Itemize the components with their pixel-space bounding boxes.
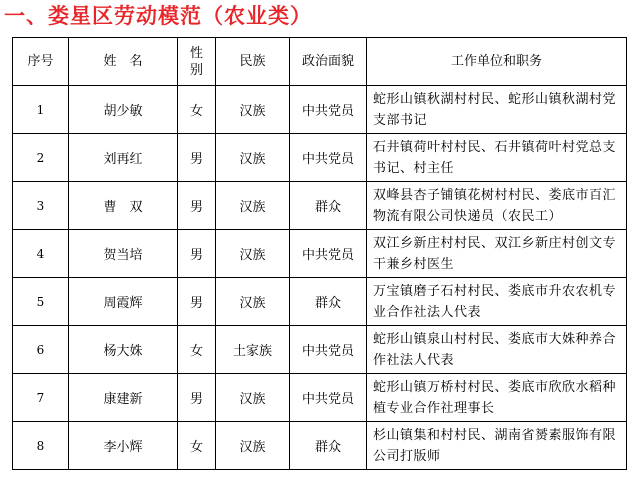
header-name: 姓 名	[69, 38, 178, 86]
table-row	[13, 230, 627, 278]
cell-index: 6	[13, 326, 69, 374]
cell-gender: 男	[178, 278, 216, 326]
cell-index: 2	[13, 134, 69, 182]
cell-index: 3	[13, 182, 69, 230]
cell-job: 蛇形山镇秋湖村村民、蛇形山镇秋湖村党支部书记	[367, 86, 627, 134]
cell-job: 杉山镇集和村村民、湖南省赟素服饰有限公司打版师	[367, 422, 627, 470]
table-row	[13, 422, 627, 470]
cell-ethnicity: 汉族	[216, 278, 290, 326]
cell-gender: 男	[178, 230, 216, 278]
cell-gender: 女	[178, 86, 216, 134]
table-row	[13, 86, 627, 134]
cell-ethnicity: 汉族	[216, 374, 290, 422]
header-index: 序号	[13, 38, 69, 86]
cell-ethnicity: 土家族	[216, 326, 290, 374]
cell-politics: 中共党员	[290, 374, 367, 422]
header-ethnicity: 民族	[216, 38, 290, 86]
table-row	[13, 134, 627, 182]
cell-gender: 女	[178, 326, 216, 374]
cell-index: 5	[13, 278, 69, 326]
cell-politics: 中共党员	[290, 326, 367, 374]
cell-ethnicity: 汉族	[216, 134, 290, 182]
cell-name: 曹 双	[69, 182, 178, 230]
table-row	[13, 326, 627, 374]
model-workers-table	[12, 37, 627, 470]
header-gender	[178, 38, 216, 86]
cell-ethnicity: 汉族	[216, 86, 290, 134]
cell-politics: 中共党员	[290, 134, 367, 182]
cell-name: 李小辉	[69, 422, 178, 470]
cell-gender: 女	[178, 422, 216, 470]
cell-job: 双峰县杏子铺镇花树村村民、娄底市百汇物流有限公司快递员（农民工）	[367, 182, 627, 230]
cell-name: 康建新	[69, 374, 178, 422]
cell-ethnicity: 汉族	[216, 182, 290, 230]
cell-politics: 中共党员	[290, 230, 367, 278]
cell-politics: 群众	[290, 422, 367, 470]
cell-job: 双江乡新庄村村民、双江乡新庄村创文专干兼乡村医生	[367, 230, 627, 278]
cell-name: 周霞辉	[69, 278, 178, 326]
table-row	[13, 182, 627, 230]
cell-name: 贺当培	[69, 230, 178, 278]
cell-gender: 男	[178, 182, 216, 230]
header-gender-text: 性别	[189, 45, 203, 78]
cell-job: 蛇形山镇泉山村村民、娄底市大姝种养合作社法人代表	[367, 326, 627, 374]
cell-index: 7	[13, 374, 69, 422]
cell-job: 蛇形山镇万桥村村民、娄底市欣欣水稻种植专业合作社理事长	[367, 374, 627, 422]
table-header-row	[13, 38, 627, 86]
cell-job: 石井镇荷叶村村民、石井镇荷叶村党总支书记、村主任	[367, 134, 627, 182]
cell-index: 1	[13, 86, 69, 134]
table-row	[13, 374, 627, 422]
cell-job: 万宝镇磨子石村村民、娄底市升农农机专业合作社法人代表	[367, 278, 627, 326]
cell-gender: 男	[178, 134, 216, 182]
page-title: 一、娄星区劳动模范（农业类）	[4, 4, 312, 28]
cell-index: 8	[13, 422, 69, 470]
cell-politics: 群众	[290, 182, 367, 230]
cell-name: 胡少敏	[69, 86, 178, 134]
cell-politics: 中共党员	[290, 86, 367, 134]
header-job: 工作单位和职务	[367, 38, 627, 86]
cell-name: 杨大姝	[69, 326, 178, 374]
cell-index: 4	[13, 230, 69, 278]
cell-name: 刘再红	[69, 134, 178, 182]
header-politics: 政治面貌	[290, 38, 367, 86]
cell-ethnicity: 汉族	[216, 230, 290, 278]
cell-ethnicity: 汉族	[216, 422, 290, 470]
cell-gender: 男	[178, 374, 216, 422]
table-row	[13, 278, 627, 326]
cell-politics: 群众	[290, 278, 367, 326]
